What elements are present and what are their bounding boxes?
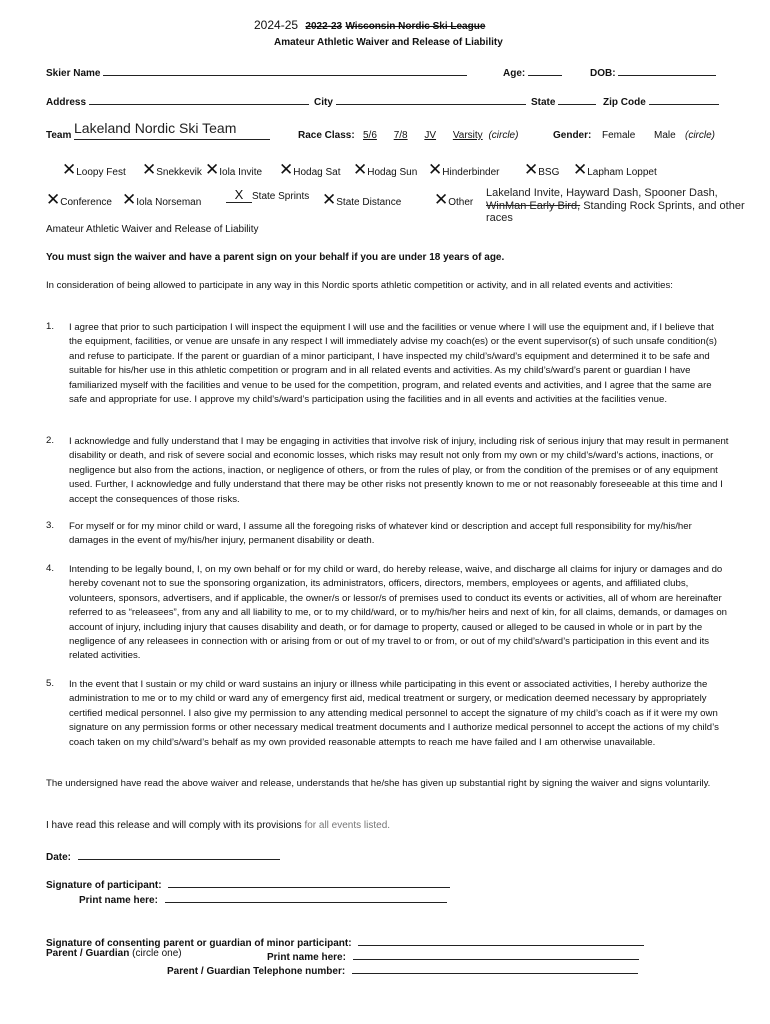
league-name-struck: Wisconsin Nordic Ski League — [345, 21, 486, 32]
parent-print-row — [267, 948, 639, 963]
age-label: Age: — [503, 68, 526, 79]
event-snekkevik-label: Snekkevik — [156, 167, 202, 178]
must-sign-notice: You must sign the waiver and have a parent sign on your behalf if you are under 18 years of age. — [46, 252, 505, 263]
participant-print-row — [79, 891, 447, 906]
check-x-icon: ✕ — [428, 160, 443, 179]
event-hodag-sun-label: Hodag Sun — [367, 167, 418, 178]
form-subtitle: Amateur Athletic Waiver and Release of Liability — [274, 37, 503, 48]
event-hinderbinder[interactable] — [428, 161, 500, 178]
event-lapham-loppet[interactable] — [573, 161, 657, 178]
other-events-value[interactable] — [486, 187, 745, 225]
race-class-5-6[interactable]: 5/6 — [363, 130, 377, 141]
date-field[interactable] — [78, 848, 280, 860]
gender-label: Gender: — [553, 130, 592, 141]
check-x-icon: ✕ — [322, 190, 337, 209]
skier-name-field[interactable] — [103, 64, 467, 76]
parent-guardian-choice[interactable] — [46, 948, 182, 959]
race-class-7-8[interactable]: 7/8 — [393, 130, 408, 141]
check-x-icon: ✕ — [46, 190, 61, 209]
event-hodag-sat[interactable] — [279, 161, 341, 178]
gender-male[interactable]: Male — [654, 130, 676, 141]
parent-print-field[interactable] — [353, 948, 639, 960]
race-class-varsity[interactable]: Varsity — [452, 130, 483, 141]
intro-paragraph: In consideration of being allowed to participate in any way in this Nordic sports athletic competition or activity, and in all related events and activities: — [46, 280, 673, 291]
city-field[interactable] — [336, 93, 526, 105]
undersigned-paragraph: The undersigned have read the above waiver and release, understands that he/she has given up substantial right by signing the waiver and signs voluntarily. — [46, 778, 711, 789]
address-field[interactable] — [89, 93, 309, 105]
event-other-label: Other — [448, 197, 474, 208]
event-conference[interactable] — [46, 191, 112, 208]
event-conference-label: Conference — [60, 197, 112, 208]
parent-signature-label: Signature of consenting parent or guardian of minor participant: — [46, 938, 352, 949]
season-year-struck: 2022-23 — [305, 21, 343, 32]
circle-one-hint: (circle one) — [129, 948, 182, 959]
season-year-handwritten: 2024-25 — [254, 18, 299, 32]
date-label: Date: — [46, 852, 72, 863]
event-other[interactable] — [434, 191, 473, 208]
address-row — [46, 93, 309, 108]
state-label: State — [531, 97, 556, 108]
event-state-distance-label: State Distance — [336, 197, 402, 208]
dob-label: DOB: — [590, 68, 616, 79]
participant-signature-row — [46, 876, 450, 891]
race-class-options — [363, 130, 518, 141]
team-label: Team — [46, 130, 72, 141]
event-hodag-sat-label: Hodag Sat — [293, 167, 341, 178]
event-hodag-sun[interactable] — [353, 161, 417, 178]
event-state-sprints-label: State Sprints — [252, 191, 310, 202]
team-field[interactable] — [74, 120, 270, 140]
check-x-icon: ✕ — [524, 160, 539, 179]
event-iola-norseman[interactable] — [122, 191, 201, 208]
event-state-sprints[interactable] — [226, 187, 309, 203]
address-label: Address — [46, 97, 87, 108]
have-read-statement — [46, 820, 390, 831]
check-x-icon: ✕ — [142, 160, 157, 179]
participant-signature-label: Signature of participant: — [46, 880, 162, 891]
other-events-line1: Lakeland Invite, Hayward Dash, Spooner Dash, — [486, 187, 718, 199]
zip-label: Zip Code — [603, 97, 646, 108]
parent-print-label: Print name here: — [267, 952, 346, 963]
check-x-icon: ✕ — [353, 160, 368, 179]
age-row — [503, 64, 562, 79]
age-field[interactable] — [528, 64, 562, 76]
participant-print-label: Print name here: — [79, 895, 158, 906]
parent-guardian-label: Parent / Guardian — [46, 948, 130, 959]
state-field[interactable] — [558, 93, 596, 105]
event-iola-invite-label: Iola Invite — [219, 167, 263, 178]
race-class-label: Race Class: — [298, 130, 355, 141]
team-value: Lakeland Nordic Ski Team — [74, 120, 237, 136]
event-iola-norseman-label: Iola Norseman — [136, 197, 202, 208]
event-lapham-loppet-label: Lapham Loppet — [587, 167, 657, 178]
skier-name-label: Skier Name — [46, 68, 101, 79]
item-text-2: I acknowledge and fully understand that I may be engaging in activities that involve risk of injury, including risk of serious injury that may result in permanent disability or death, and risk of severe social and economic losses, which risks may result not only from my own or my child’s/ward’s actions, inactions, or negligence but also from the actions, inaction, or negligence of others, or from the rules of play, or from the condition of the premises or of any equipment used. Further, I acknowledge and fully understand that there may be other risks not presently known to me or not reasonably foreseeable at this time and I accept the consequences of those risks. — [69, 436, 729, 505]
parent-phone-label: Parent / Guardian Telephone number: — [167, 966, 346, 977]
dob-row — [590, 64, 716, 79]
event-iola-invite[interactable] — [205, 161, 262, 178]
event-loopy-fest-label: Loopy Fest — [76, 167, 126, 178]
race-class-jv[interactable]: JV — [424, 130, 437, 141]
gender-female[interactable]: Female — [602, 130, 636, 141]
zip-row — [603, 93, 719, 108]
skier-name-row — [46, 64, 467, 79]
check-x-icon: ✕ — [205, 160, 220, 179]
parent-signature-row — [46, 934, 644, 949]
participant-print-field[interactable] — [165, 891, 447, 903]
other-events-line3: races — [486, 212, 513, 224]
event-loopy-fest[interactable] — [62, 161, 126, 178]
check-x-icon: ✕ — [573, 160, 588, 179]
parent-phone-field[interactable] — [352, 962, 638, 974]
check-x-icon: ✕ — [279, 160, 294, 179]
check-x-icon: ✕ — [434, 190, 449, 209]
participant-signature-field[interactable] — [168, 876, 450, 888]
other-events-struck: WinMan Early Bird, — [486, 199, 581, 212]
dob-field[interactable] — [618, 64, 716, 76]
city-row — [314, 93, 526, 108]
parent-phone-row — [167, 962, 638, 977]
item-number-5: 5. — [46, 678, 55, 689]
have-read-suffix: for all events listed. — [301, 820, 391, 831]
season-header — [254, 18, 485, 32]
check-x-icon: ✕ — [62, 160, 77, 179]
event-state-distance[interactable] — [322, 191, 401, 208]
race-class-hint: (circle) — [488, 130, 519, 141]
body-heading: Amateur Athletic Waiver and Release of Liability — [46, 224, 259, 235]
zip-field[interactable] — [649, 93, 719, 105]
have-read-text: I have read this release and will comply with its provisions — [46, 820, 302, 831]
item-number-1: 1. — [46, 321, 55, 332]
item-text-3: For myself or for my minor child or ward, I assume all the foregoing risks of whatever kind or description and accept full responsibility for my/his/her damages in the event of my/his/her injury, permanent disability or death. — [69, 521, 692, 547]
event-hinderbinder-label: Hinderbinder — [442, 167, 500, 178]
gender-hint: (circle) — [685, 130, 715, 141]
item-text-4: Intending to be legally bound, I, on my own behalf or for my child or ward, do hereby release, waive, and discharge all claims for injury or damages and do hereby covenant not to sue the sponsoring organization, its administrators, officers, directors, members, employees or agents, and affiliated clubs, volunteers, sponsors, advertisers, and if applicable, the owner/s or lessor/s of premises used to conduct its events or activities, all of whom are hereinafter referred to as “releasees”, from any and all liability to me, or to my child/ward, or to my/his/her heirs and next of kin, for all claims, demands, or damages on account of injury, including injury that causes disability and death, or for damage to property, caused or alleged to be caused in whole or in part by the negligence of any releasees in connection with or arising from or out of my travel to or from, or out of my child’s/ward’s participation in this event and its related activities. — [69, 564, 727, 662]
item-text-1: I agree that prior to such participation I will inspect the equipment I will use and the facilities or venue where I will use the equipment and, if I believe that the equipment, facilities, or venue are unsafe in any respect I will immediately advise my coach(es) or the event supervisor(s) of such unsafe condition(s) and refuse to participate. If the parent or guardian of a minor participant, I have inspected my child’s/ward’s equipment and determined it to be safe and suitable for his/her use in this athletic competition or program and in all related events and activities. As my child’s/ward’s parent or guardian I have familiarized myself with the facilities and venue to be used for the competition, program, and related events and activities, and I agree that the same are safe and appropriate for use. I approve my child’s/ward’s participation using the facilities and in all events and activities at the facilities venue. — [69, 322, 717, 406]
state-row — [531, 93, 596, 108]
item-number-2: 2. — [46, 435, 55, 446]
date-row — [46, 848, 280, 863]
event-bsg[interactable] — [524, 161, 559, 178]
other-events-line2: Standing Rock Sprints, and other — [580, 199, 745, 212]
check-x-icon: ✕ — [122, 190, 137, 209]
city-label: City — [314, 97, 333, 108]
event-snekkevik[interactable] — [142, 161, 202, 178]
item-number-3: 3. — [46, 520, 55, 531]
item-text-5: In the event that I sustain or my child or ward sustains an injury or illness while participating in this event or associated activities, I hereby authorize the administration to me or to my child or ward any of emergency first aid, medical treatment or surgery, or medication deemed necessary by appropriately certified medical personnel. I also give my permission to any attending medical personnel to accept the signature of my child’s coach as if it were my own signature on any permission forms or other necessary medical treatment documents and I authorize medical personnel to accept the actions of my child’s coach taken on my child’s/ward’s behalf as my own provided reasonable attempts to reach me have failed and I am otherwise unavailable. — [69, 679, 719, 748]
parent-signature-field[interactable] — [358, 934, 644, 946]
event-bsg-label: BSG — [538, 167, 560, 178]
item-number-4: 4. — [46, 563, 55, 574]
state-sprints-mark: X — [226, 187, 252, 203]
